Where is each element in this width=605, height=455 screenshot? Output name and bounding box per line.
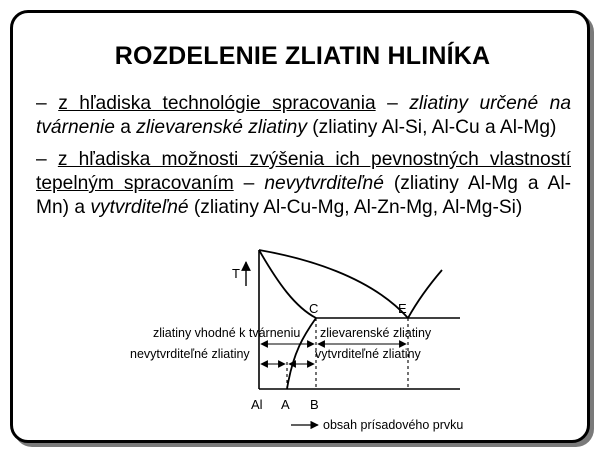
criterion-technology: z hľadiska technológie spracovania [58,93,376,114]
separator: – [375,93,410,114]
term-hardenable: vytvrditeľné [90,197,189,218]
point-e-label: E [398,301,407,316]
tick-b: B [310,397,319,412]
tick-a: A [281,397,290,412]
t-axis-label: T [232,266,240,281]
examples-text: (zliatiny Al-Cu-Mg, Al-Zn-Mg, Al-Mg-Si) [188,197,523,218]
tick-al: Al [251,397,263,412]
examples-text: (zliatiny Al-Si, Al-Cu a Al-Mg) [306,117,557,138]
examples-text: (zliatiny Al-Mg a Al-Mn) a [36,173,571,218]
label-casting-alloys: zlievarenské zliatiny [320,326,432,340]
conjunction: a [114,117,137,138]
dash: – [36,149,58,170]
dash: – [36,93,59,114]
term-casting-alloys: zlievarenské zliatiny [136,117,307,138]
slide-title: ROZDELENIE ZLIATIN HLINÍKA [114,42,491,70]
label-non-hardenable: nevytvrditeľné zliatiny [130,347,250,361]
criterion-heat-treatment: z hľadiska možnosti zvýšenia ich pevnostných vlastností tepelným spracovaním [36,149,571,194]
label-forming-alloys: zliatiny vhodné k tvárneniu [153,326,301,340]
x-axis-label: obsah prísadového prvku [323,418,464,432]
term-forming-alloys: zliatiny určené na tvárnenie [36,93,571,138]
label-hardenable: vytvrditeľné zliatiny [315,347,421,361]
separator: – [233,173,265,194]
term-non-hardenable: nevytvrditeľné [264,173,384,194]
point-c-label: C [309,301,319,316]
liquidus-right [408,270,442,318]
